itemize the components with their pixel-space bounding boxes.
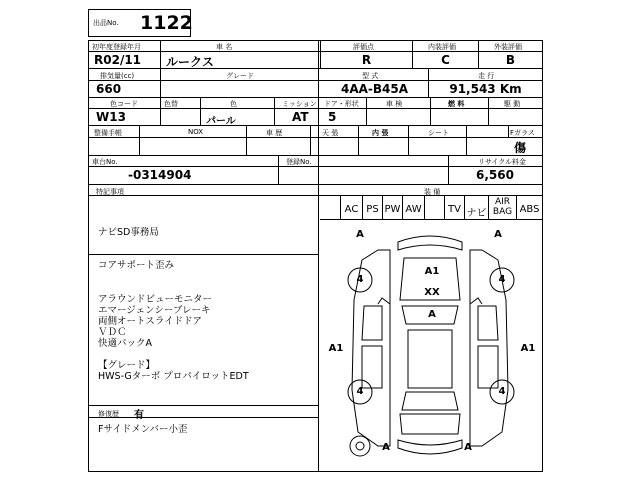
recycle-fee-label: リサイクル料金	[478, 158, 527, 166]
color-value: パール	[206, 116, 236, 127]
exterior-score-value: B	[505, 53, 516, 67]
transmission-value: AT	[292, 110, 309, 124]
equipment-aw: AW	[405, 204, 422, 215]
maintenance-label: 整備手帳	[94, 129, 122, 137]
f-glass-value: 傷	[514, 141, 527, 155]
recycle-fee-value: 6,560	[476, 168, 514, 182]
mark-windshield: A	[428, 309, 436, 320]
note-line-7: 快適パックA	[98, 338, 152, 349]
color-label: 色	[230, 100, 237, 108]
score-label: 評価点	[353, 43, 374, 51]
exterior-score-label: 外装評価	[494, 43, 522, 51]
mark-side-right: A1	[520, 343, 536, 354]
color-type-label: 色替	[164, 100, 178, 108]
note-line-5: 両側オートスライドドア	[98, 316, 202, 327]
mark-rear-wheel-left: 4	[356, 386, 364, 397]
mark-front-wheel-right: 4	[498, 274, 506, 285]
tailgate-outline	[400, 414, 460, 434]
lot-number-label: 出品No.	[93, 19, 119, 27]
equipment-abs: ABS	[519, 204, 540, 215]
reg-no-label: 登録No.	[286, 158, 312, 166]
repair-history-label: 修復歴	[98, 410, 119, 418]
doors-shape-label: ドア・形状	[324, 100, 359, 108]
lot-number: 1122	[140, 12, 193, 34]
grade-label: グレード	[226, 72, 254, 80]
first-reg-label: 初年度登録年月	[92, 43, 141, 51]
note-line-2: コアサポート歪み	[98, 260, 175, 271]
note-line-4: エマージェンシーブレーキ	[98, 305, 211, 316]
repair-history-value: 有	[134, 410, 144, 421]
note-line-3: アラウンドビューモニター	[98, 294, 213, 305]
interior-score-label: 内装評価	[428, 43, 456, 51]
car-name-value: ルークス	[166, 55, 214, 69]
fuel-label: 燃 料	[448, 100, 465, 108]
mileage-label: 走 行	[478, 72, 495, 80]
drive-label: 駆 動	[504, 100, 521, 108]
rear-glass-outline	[402, 392, 458, 410]
color-code-label: 色コード	[110, 100, 138, 108]
transmission-label: ミッション	[282, 100, 317, 108]
interior-label: 内 張	[372, 129, 389, 137]
mark-hood-xx: XX	[424, 287, 440, 298]
history-label: 車 歴	[266, 129, 283, 137]
score-value: R	[361, 53, 372, 67]
car-name-label: 車 名	[216, 43, 233, 51]
mileage-value: 91,543 Km	[449, 82, 522, 96]
f-glass-label: Fガラス	[510, 129, 535, 137]
equipment-ps: PS	[366, 204, 379, 215]
interior-score-value: C	[441, 53, 450, 67]
inspection-label: 車 検	[386, 100, 403, 108]
note-line-8: 【グレード】	[98, 360, 156, 371]
equipment-label: 装 備	[424, 188, 441, 196]
sunroof-label: 天 張	[322, 129, 339, 137]
equipment-navi: ナビ	[466, 208, 487, 219]
mark-hood-a1: A1	[424, 266, 440, 277]
note-line-6: ＶＤＣ	[98, 327, 127, 338]
displacement-label: 排気量(cc)	[100, 72, 135, 80]
equipment-ac: AC	[344, 204, 359, 215]
mark-rear-wheel-right: 4	[498, 386, 506, 397]
first-reg-value: R02/11	[94, 53, 142, 67]
mark-rear-left: A	[382, 442, 390, 453]
equipment-airbag: AIR BAG	[492, 197, 513, 217]
mark-side-left: A1	[328, 343, 344, 354]
chassis-no-value: -0314904	[128, 168, 192, 182]
roof-outline	[408, 330, 452, 388]
car-damage-diagram	[320, 220, 542, 471]
front-bumper-outline	[398, 236, 462, 250]
model-type-value: 4AA-B45A	[340, 82, 409, 96]
note-line-1: ナビSD事務局	[98, 227, 159, 238]
spare-tire	[350, 436, 370, 456]
mark-front-right: A	[494, 229, 502, 240]
notes-label: 特記事項	[96, 188, 124, 196]
rear-bumper-outline	[398, 440, 462, 454]
chassis-no-label: 車台No.	[92, 158, 118, 166]
doors-value: 5	[328, 110, 337, 124]
mark-front-left: A	[356, 229, 364, 240]
equipment-pw: PW	[384, 204, 401, 215]
note-line-9: HWS-Gターボ プロパイロットEDT	[98, 371, 249, 382]
equipment-tv: TV	[448, 204, 461, 215]
seat-label: シート	[428, 129, 449, 137]
displacement-value: 660	[96, 82, 122, 96]
nox-label: NOX	[188, 128, 204, 136]
repair-note: Fサイドメンバー小歪	[98, 424, 188, 435]
model-type-label: 型 式	[362, 72, 379, 80]
mark-front-wheel-left: 4	[356, 274, 364, 285]
mark-rear-right: A	[464, 442, 472, 453]
color-code-value: W13	[96, 110, 126, 124]
